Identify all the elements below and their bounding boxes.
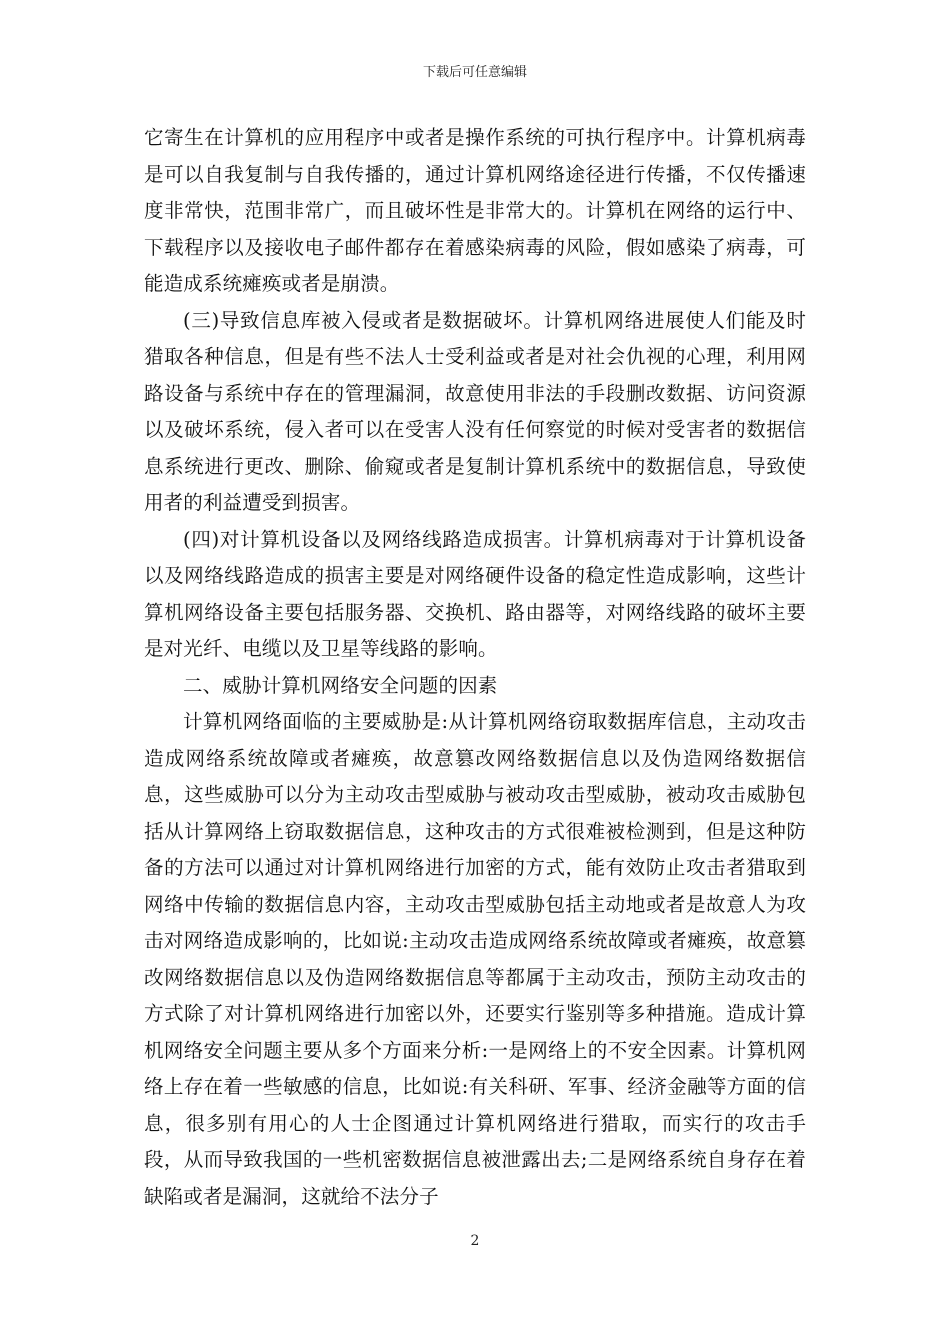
paragraph-section-4: (四)对计算机设备以及网络线路造成损害。计算机病毒对于计算机设备以及网络线路造成的损害主要是对网络硬件设备的稳定性造成影响，这些计算机网络设备主要包括服务器、交换机、路由器等，对网络线路的破坏主要是对光纤、电缆以及卫星等线路的影响。	[144, 527, 806, 660]
page-header: 下载后可任意编辑	[422, 65, 527, 80]
paragraph-threats: 计算机网络面临的主要威胁是:从计算机网络窃取数据库信息，主动攻击造成网络系统故障或者瘫痪，故意篡改网络数据信息以及伪造网络数据信息，这些威胁可以分为主动攻击型威胁与被动攻击型威胁，被动攻击威胁包括从计算网络上窃取数据信息，这种攻击的方式很难被检测到，但是这种防备的方法可以通过对计算机网络进行加密的方式，能有效防止攻击者猎取到网络中传输的数据信息内容，主动攻击型威胁包括主动地或者是故意人为攻击对网络造成影响的，比如说:主动攻击造成网络系统故障或者瘫痪，故意篡改网络数据信息以及伪造网络数据信息等都属于主动攻击，预防主动攻击的方式除了对计算机网络进行加密以外，还要实行鉴别等多种措施。造成计算机网络安全问题主要从多个方面来分析:一是网络上的不安全因素。计算机网络上存在着一些敏感的信息，比如说:有关科研、军事、经济金融等方面的信息，很多别有用心的人士企图通过计算机网络进行猎取，而实行的攻击手段，从而导致我国的一些机密数据信息被泄露出去;二是网络系统自身存在着缺陷或者是漏洞，这就给不法分子	[144, 710, 806, 1208]
paragraph-section-3: (三)导致信息库被入侵或者是数据破坏。计算机网络进展使人们能及时猎取各种信息，但是有些不法人士受利益或者是对社会仇视的心理，利用网路设备与系统中存在的管理漏洞，故意使用非法的手段删改数据、访问资源以及破坏系统，侵入者可以在受害人没有任何察觉的时候对受害者的数据信息系统进行更改、删除、偷窥或者是复制计算机系统中的数据信息，导致使用者的利益遭受到损害。	[144, 308, 806, 514]
paragraph-continuation: 它寄生在计算机的应用程序中或者是操作系统的可执行程序中。计算机病毒是可以自我复制与自我传播的，通过计算机网络途径进行传播，不仅传播速度非常快，范围非常广，而且破坏性是非常大的。计算机在网络的运行中、下载程序以及接收电子邮件都存在着感染病毒的风险，假如感染了病毒，可能造成系统瘫痪或者是崩溃。	[144, 126, 806, 295]
section-heading: 二、威胁计算机网络安全问题的因素	[183, 673, 498, 697]
document-body	[144, 120, 806, 1215]
page-number: 2	[470, 1233, 480, 1249]
